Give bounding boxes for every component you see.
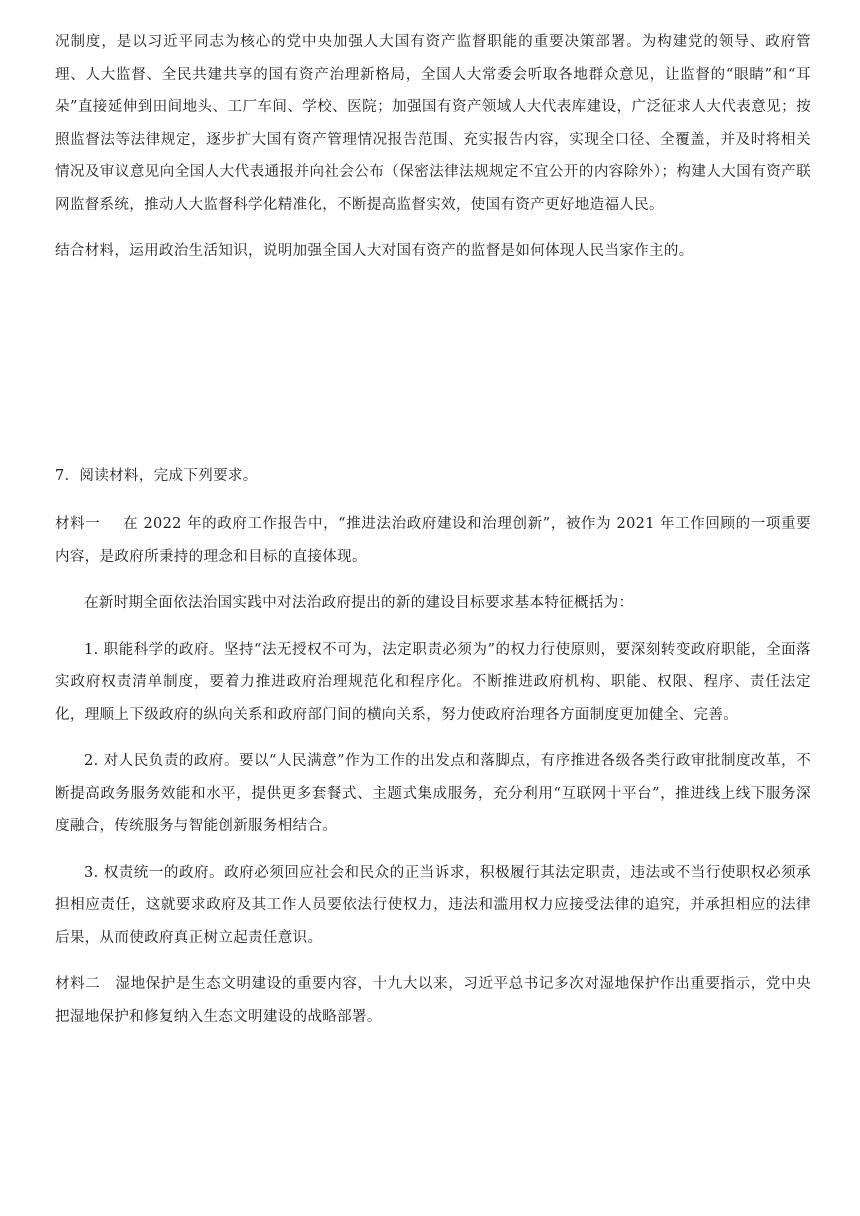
- material-1-text: 在 2022 年的政府工作报告中，“推进法治政府建设和治理创新”，被作为 2021 年工作回顾的一项重要内容，是政府所秉持的理念和目标的直接体现。: [55, 516, 811, 565]
- document-page: [55, 26, 811, 1033]
- material-2-text: 湿地保护是生态文明建设的重要内容，十九大以来，习近平总书记多次对湿地保护作出重要指示，党中央把湿地保护和修复纳入生态文明建设的战略部署。: [55, 976, 811, 1025]
- material-1-point-3: 3. 权责统一的政府。政府必须回应社会和民众的正当诉求，积极履行其法定职责，违法或不当行使职权必须承担相应责任，这就要求政府及其工作人员要依法行使权力，违法和滥用权力应接受法律的追究，并承担相应的法律后果，从而使政府真正树立起责任意识。: [55, 864, 811, 946]
- question-7-heading: 7．阅读材料，完成下列要求。: [55, 467, 258, 484]
- material-1-paragraph: [55, 508, 811, 573]
- material-1-point-1: 1. 职能科学的政府。坚持“法无授权不可为，法定职责必须为”的权力行使原则，要深刻转变政府职能，全面落实政府权责清单制度，要着力推进政府治理规范化和程序化。不断推进政府机构、职能、权限、程序、责任法定化，理顺上下级政府的纵向关系和政府部门间的横向关系，努力使政府治理各方面制度更加健全、完善。: [55, 641, 811, 723]
- material-1-lead: 在新时期全面依法治国实践中对法治政府提出的新的建设目标要求基本特征概括为：: [84, 595, 634, 611]
- material-2-paragraph: [55, 968, 811, 1033]
- material-1-label: 材料一: [55, 516, 101, 532]
- intro-paragraph: 况制度，是以习近平同志为核心的党中央加强人大国有资产监督职能的重要决策部署。为构建党的领导、政府管理、人大监督、全民共建共享的国有资产治理新格局，全国人大常委会听取各地群众意见，让监督的“眼睛”和“耳朵”直接延伸到田间地头、工厂车间、学校、医院；加强国有资产领域人大代表库建设，广泛征求人大代表意见；按照监督法等法律规定，逐步扩大国有资产管理情况报告范围、充实报告内容，实现全口径、全覆盖，并及时将相关情况及审议意见向全国人大代表通报并向社会公布（保密法律法规规定不宜公开的内容除外）；构建人大国有资产联网监督系统，推动人大监督科学化精准化，不断提高监督实效，使国有资产更好地造福人民。: [55, 34, 811, 213]
- question-6-text: 结合材料，运用政治生活知识，说明加强全国人大对国有资产的监督是如何体现人民当家作主的。: [55, 243, 694, 259]
- material-1-point-2: 2. 对人民负责的政府。要以“人民满意”作为工作的出发点和落脚点，有序推进各级各类行政审批制度改革，不断提高政务服务效能和水平，提供更多套餐式、主题式集成服务，充分利用“互联网十平台”，推进线上线下服务深度融合，传统服务与智能创新服务相结合。: [55, 753, 811, 834]
- answer-space: [55, 268, 811, 460]
- material-2-label: 材料二: [55, 976, 101, 992]
